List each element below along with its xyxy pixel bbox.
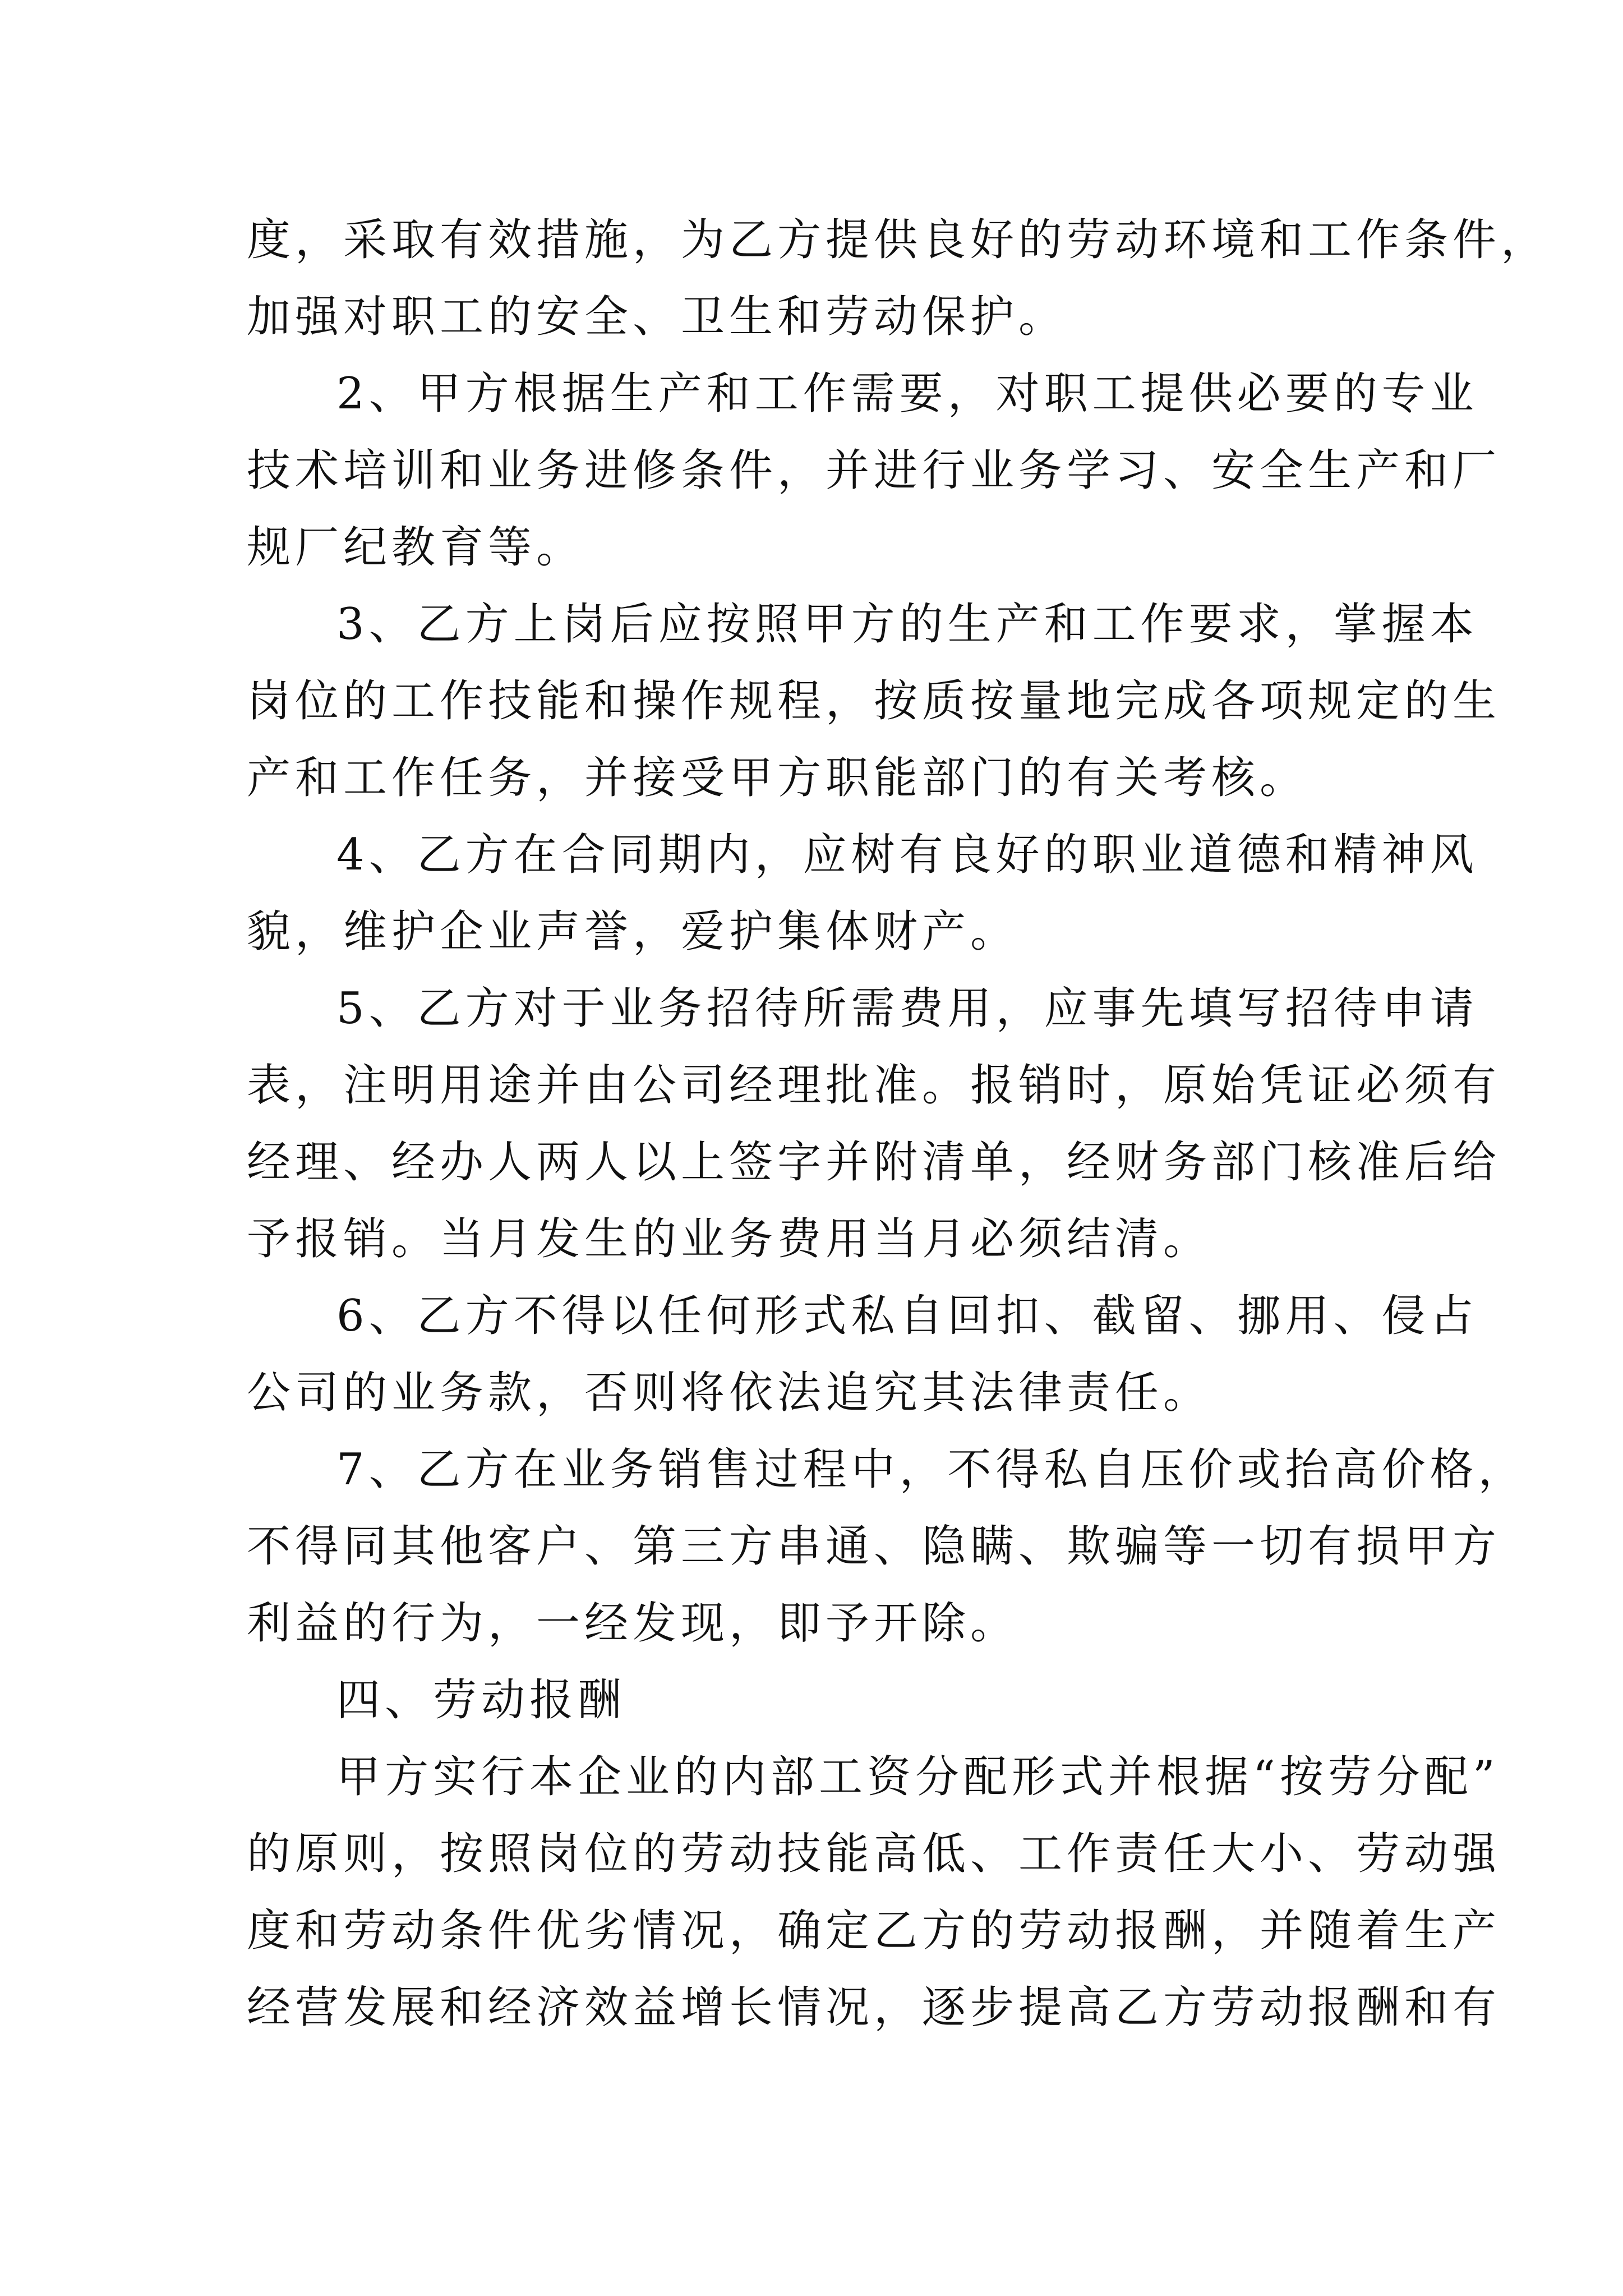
- text-line: 岗位的工作技能和操作规程，按质按量地完成各项规定的生: [247, 676, 1501, 726]
- text-line: 4、乙方在合同期内，应树有良好的职业道德和精神风: [336, 830, 1478, 880]
- text-line: 不得同其他客户、第三方串通、隐瞒、欺骗等一切有损甲方: [247, 1521, 1501, 1572]
- text-line: 度，采取有效措施，为乙方提供良好的劳动环境和工作条件，: [247, 215, 1550, 265]
- text-line: 6、乙方不得以任何形式私自回扣、截留、挪用、侵占: [336, 1291, 1478, 1341]
- text-line: 2、甲方根据生产和工作需要，对职工提供必要的专业: [336, 369, 1478, 419]
- text-line: 经理、经办人两人以上签字并附清单，经财务部门核准后给: [247, 1137, 1501, 1188]
- text-line: 甲方实行本企业的内部工资分配形式并根据“按劳分配”: [336, 1752, 1500, 1802]
- text-line: 予报销。当月发生的业务费用当月必须结清。: [247, 1214, 1212, 1264]
- text-line: 产和工作任务，并接受甲方职能部门的有关考核。: [247, 753, 1308, 803]
- document-body: [247, 202, 1550, 2046]
- text-line: 公司的业务款，否则将依法追究其法律责任。: [247, 1368, 1212, 1418]
- text-line: 7、乙方在业务销售过程中，不得私自压价或抬高价格，: [336, 1444, 1527, 1495]
- text-line: 经营发展和经济效益增长情况，逐步提高乙方劳动报酬和有: [247, 1982, 1501, 2033]
- text-line: 规厂纪教育等。: [247, 522, 585, 573]
- text-line: 度和劳动条件优劣情况，确定乙方的劳动报酬，并随着生产: [247, 1906, 1501, 1956]
- text-line: 3、乙方上岗后应按照甲方的生产和工作要求，掌握本: [336, 599, 1478, 650]
- text-line: 貌，维护企业声誉，爱护集体财产。: [247, 907, 1019, 957]
- text-line: 表，注明用途并由公司经理批准。报销时，原始凭证必须有: [247, 1060, 1501, 1111]
- text-line: 的原则，按照岗位的劳动技能高低、工作责任大小、劳动强: [247, 1829, 1501, 1879]
- text-line: 5、乙方对于业务招待所需费用，应事先填写招待申请: [336, 983, 1478, 1034]
- text-line: 加强对职工的安全、卫生和劳动保护。: [247, 292, 1067, 342]
- text-line: 技术培训和业务进修条件，并进行业务学习、安全生产和厂: [247, 445, 1501, 496]
- text-line: 利益的行为，一经发现，即予开除。: [247, 1598, 1019, 1649]
- section-heading: 四、劳动报酬: [336, 1675, 626, 1726]
